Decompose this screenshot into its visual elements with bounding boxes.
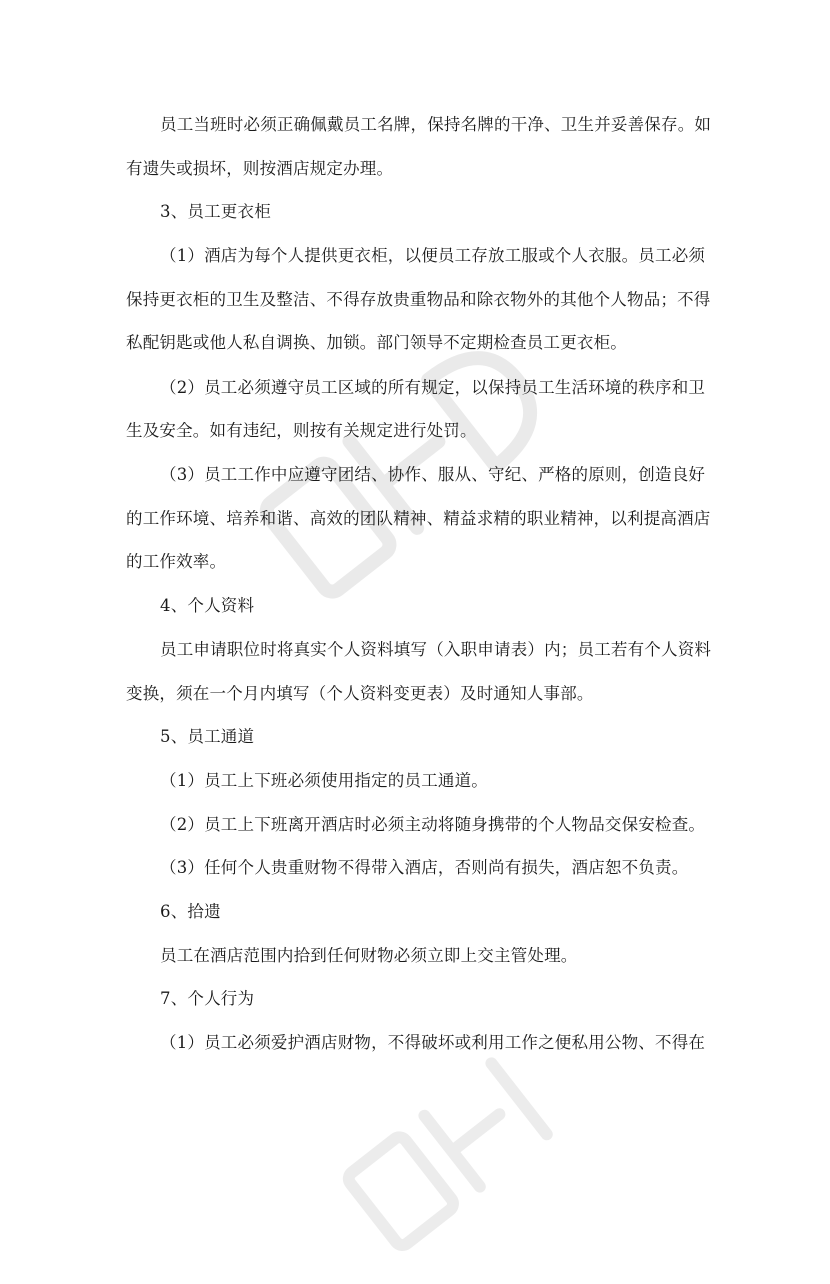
section-heading-4: 4、个人资料	[160, 596, 255, 615]
text-line-14: 变换，须在一个月内填写（个人资料变更表）及时通知人事部。	[126, 684, 594, 703]
text-line-11: 的工作效率。	[126, 552, 227, 571]
text-line-5: 保持更衣柜的卫生及整洁、不得存放贵重物品和除衣物外的其他个人物品；不得	[126, 290, 711, 309]
text-line-20: 员工在酒店范围内拾到任何财物必须立即上交主管处理。	[160, 946, 578, 965]
section-heading-3: 3、员工更衣柜	[160, 202, 271, 221]
text-line-6: 私配钥匙或他人私自调换、加锁。部门领导不定期检查员工更衣柜。	[126, 333, 627, 352]
text-line-8: 生及安全。如有违纪，则按有关规定进行处罚。	[126, 421, 477, 440]
section-heading-6: 6、拾遗	[160, 902, 221, 921]
text-line-16: （1）员工上下班必须使用指定的员工通道。	[160, 771, 488, 790]
text-line-4: （1）酒店为每个人提供更衣柜，以便员工存放工服或个人衣服。员工必须	[160, 246, 706, 265]
text-line-22: （1）员工必须爱护酒店财物，不得破坏或利用工作之便私用公物、不得在	[160, 1033, 706, 1052]
section-heading-7: 7、个人行为	[160, 989, 255, 1008]
text-line-7: （2）员工必须遵守员工区域的所有规定，以保持员工生活环境的秩序和卫	[160, 378, 706, 397]
text-line-13: 员工申请职位时将真实个人资料填写（入职申请表）内；员工若有个人资料	[160, 640, 712, 659]
text-line-1: 员工当班时必须正确佩戴员工名牌，保持名牌的干净、卫生并妥善保存。如	[160, 115, 712, 134]
text-line-18: （3）任何个人贵重财物不得带入酒店，否则尚有损失，酒店恕不负责。	[160, 858, 689, 877]
text-line-17: （2）员工上下班离开酒店时必须主动将随身携带的个人物品交保安检查。	[160, 815, 706, 834]
section-heading-5: 5、员工通道	[160, 727, 255, 746]
text-line-9: （3）员工工作中应遵守团结、协作、服从、守纪、严格的原则，创造良好	[160, 465, 706, 484]
text-line-10: 的工作环境、培养和谐、高效的团队精神、精益求精的职业精神，以利提高酒店	[126, 509, 711, 528]
text-line-2: 有遗失或损坏，则按酒店规定办理。	[126, 159, 394, 178]
